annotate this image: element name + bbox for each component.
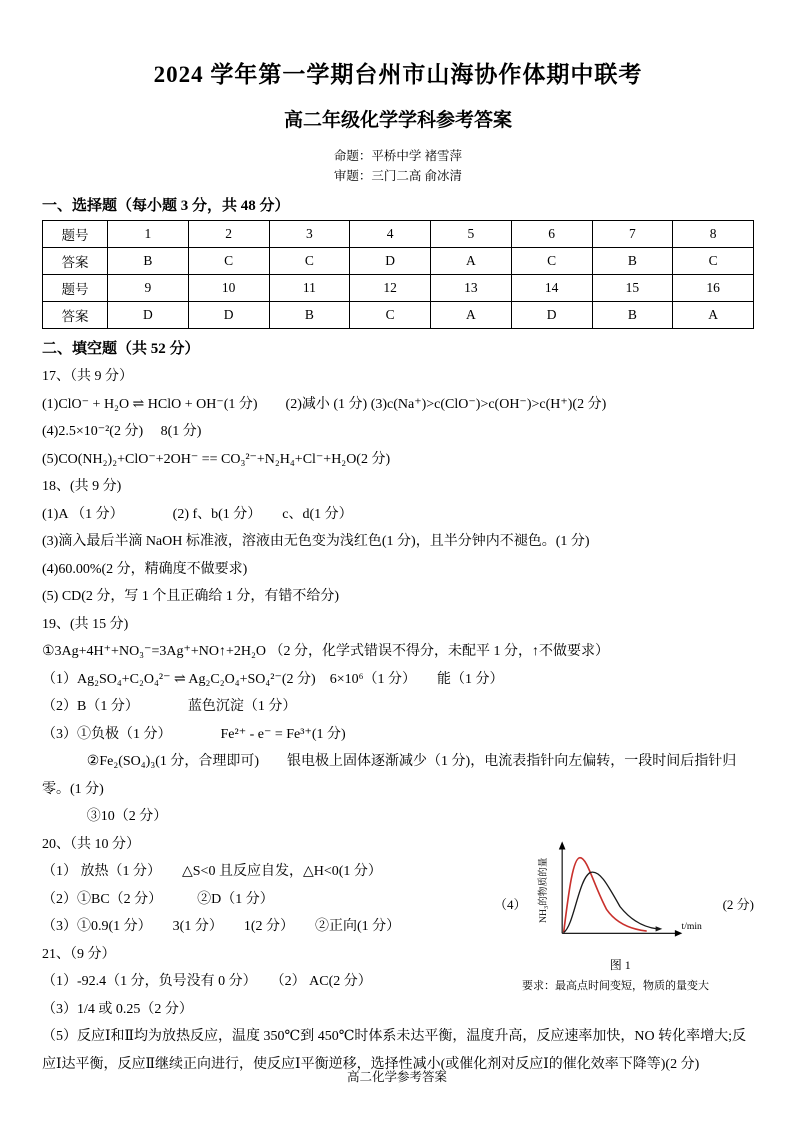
- table-cell: A: [431, 302, 512, 329]
- original-curve: [564, 872, 657, 932]
- answer-line-q21-5: （5）反应Ⅰ和Ⅱ均为放热反应，温度 350℃到 450℃时体系未达平衡，温度升高，反应速率加快，NO 转化率增大;反应Ⅰ达平衡，反应Ⅱ继续正向进行，使反应Ⅰ平衡逆移，选择性减小(或催化剂对反应Ⅰ的催化效率下降等)(2 分): [42, 1029, 746, 1072]
- figure-caption: 图 1: [609, 957, 631, 972]
- table-cell: 8: [673, 221, 754, 248]
- question-20-21-text: [42, 831, 494, 1024]
- figure-xlabel: t/min: [681, 920, 703, 932]
- answer-line: 17、（共 9 分）: [42, 369, 133, 384]
- question-20-21-region: [42, 831, 754, 1024]
- answer-line: ③10（2 分）: [86, 809, 168, 824]
- answer-key-subtitle: 高二年级化学学科参考答案: [283, 110, 512, 131]
- table-cell: 14: [511, 275, 592, 302]
- table-cell: 13: [431, 275, 512, 302]
- row-header-cell: 答案: [43, 302, 108, 329]
- table-cell: B: [592, 248, 673, 275]
- table-cell: C: [188, 248, 269, 275]
- curve-end-arrow: [656, 926, 663, 931]
- table-cell: 1: [108, 221, 189, 248]
- required-curve: [564, 857, 647, 932]
- answer-line: (4)2.5×10⁻²(2 分) 8(1 分): [42, 424, 202, 439]
- answer-line: （1）Ag₂SO₄+C₂O₄²⁻ ⇌ Ag₂C₂O₄+SO₄²⁻(2 分) 6×10⁶（1 分） 能（1 分）: [42, 671, 504, 687]
- answer-line: （3）①负极（1 分） Fe²⁺ - e⁻ = Fe³⁺(1 分): [42, 726, 346, 742]
- table-cell: D: [511, 302, 592, 329]
- table-cell: 7: [592, 221, 673, 248]
- table-row: [43, 275, 754, 302]
- table-cell: C: [511, 248, 592, 275]
- section2-heading: 二、填空题（共 52 分）: [42, 341, 200, 357]
- answer-line: ①3Ag+4H⁺+NO₃⁻=3Ag⁺+NO↑+2H₂O （2 分，化学式错误不得分，未配平 1 分，↑不做要求）: [42, 644, 609, 659]
- figure-ylabel: NH₃的物质的量: [538, 857, 550, 923]
- table-cell: C: [269, 248, 350, 275]
- answer-line: (1)A （1 分） (2) f、b(1 分） c、d(1 分）: [42, 506, 353, 522]
- table-cell: A: [431, 248, 512, 275]
- exam-title: 2024 学年第一学期台州市山海协作体期中联考: [153, 62, 643, 87]
- table-cell: A: [673, 302, 754, 329]
- question-17-block: [42, 363, 754, 473]
- setter-line: 命题：平桥中学 褚雪萍: [333, 149, 463, 163]
- table-cell: 10: [188, 275, 269, 302]
- table-cell: C: [350, 302, 431, 329]
- answer-line: （3）1/4 或 0.25（2 分）: [42, 1001, 193, 1017]
- answer-line: 21、（9 分）: [42, 946, 116, 962]
- table-cell: 3: [269, 221, 350, 248]
- choice-answer-table: [42, 220, 754, 329]
- question-18-block: [42, 473, 754, 611]
- answer-line: 20、（共 10 分）: [42, 836, 140, 852]
- figure-1: [494, 835, 754, 993]
- answer-line: 18、(共 9 分): [42, 479, 122, 494]
- answer-line: (1)ClO⁻ + H₂O ⇌ HClO + OH⁻(1 分) (2)减小 (1 分) (3)c(Na⁺)>c(ClO⁻)>c(OH⁻)>c(H⁺)(2 分): [42, 396, 607, 412]
- answer-line: ②Fe₂(SO₄)₃(1 分，合理即可) 银电极上固体逐渐减少（1 分)，电流表指针向左偏转，一段时间后指针归零。(1 分): [42, 754, 737, 797]
- answer-line: （1）-92.4（1 分，负号没有 0 分） （2） AC(2 分）: [42, 974, 372, 989]
- answer-line: （2）B（1 分） 蓝色沉淀（1 分）: [42, 699, 297, 714]
- table-cell: B: [269, 302, 350, 329]
- table-cell: B: [592, 302, 673, 329]
- page-footer: 高二化学参考答案: [346, 1070, 447, 1084]
- answer-line: （3）①0.9(1 分） 3(1 分） 1(2 分） ②正向(1 分）: [42, 919, 401, 934]
- table-cell: 6: [511, 221, 592, 248]
- table-row: [43, 302, 754, 329]
- table-cell: 11: [269, 275, 350, 302]
- y-axis-arrow: [559, 841, 566, 849]
- answer-line: （2）①BC（2 分） ②D（1 分）: [42, 891, 274, 907]
- section1-heading: 一、选择题（每小题 3 分，共 48 分）: [42, 198, 290, 214]
- table-cell: B: [108, 248, 189, 275]
- item4-label: （4）: [494, 897, 527, 912]
- table-cell: 16: [673, 275, 754, 302]
- answer-line: (5) CD(2 分，写 1 个且正确给 1 分，有错不给分): [42, 589, 340, 604]
- answer-line: (5)CO(NH₂)₂+ClO⁻+2OH⁻ == CO₃²⁻+N₂H₄+Cl⁻+H₂O(2 分): [42, 451, 391, 467]
- table-cell: 9: [108, 275, 189, 302]
- table-cell: 12: [350, 275, 431, 302]
- table-cell: D: [188, 302, 269, 329]
- nh3-amount-chart: [531, 835, 709, 953]
- answer-line: （1） 放热（1 分） △S<0 且反应自发，△H<0(1 分）: [42, 864, 382, 879]
- table-cell: 4: [350, 221, 431, 248]
- row-header-cell: 题号: [43, 275, 108, 302]
- row-header-cell: 题号: [43, 221, 108, 248]
- table-row: [43, 248, 754, 275]
- table-cell: 5: [431, 221, 512, 248]
- table-cell: 2: [188, 221, 269, 248]
- answer-line: 19、(共 15 分): [42, 616, 129, 632]
- table-cell: C: [673, 248, 754, 275]
- question-19-block: [42, 611, 754, 831]
- table-cell: D: [350, 248, 431, 275]
- table-cell: D: [108, 302, 189, 329]
- answer-line: (4)60.00%(2 分，精确度不做要求): [42, 561, 248, 577]
- item4-score: (2 分): [722, 897, 754, 912]
- table-row: [43, 221, 754, 248]
- figure-note: 要求：最高点时间变短，物质的量变大: [522, 979, 709, 992]
- row-header-cell: 答案: [43, 248, 108, 275]
- answer-line: (3)滴入最后半滴 NaOH 标准液，溶液由无色变为浅红色(1 分)，且半分钟内不褪色。(1 分): [42, 534, 590, 549]
- table-cell: 15: [592, 275, 673, 302]
- exam-meta: [42, 146, 754, 186]
- reviewer-line: 审题：三门二高 俞冰清: [333, 169, 463, 183]
